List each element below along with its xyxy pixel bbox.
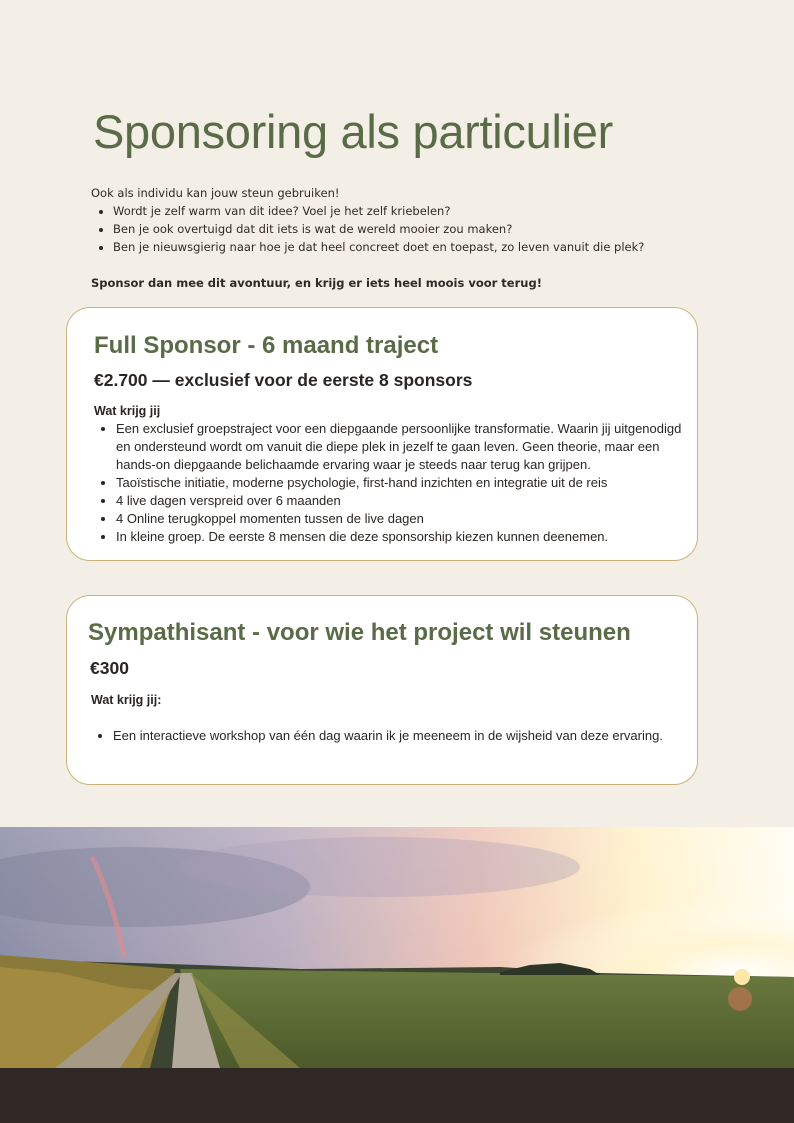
- full-sponsor-title: Full Sponsor - 6 maand traject: [94, 332, 439, 359]
- list-item: • 4 live dagen verspreid over 6 maanden: [116, 492, 696, 510]
- list-item: • Taoïstische initiatie, moderne psychologie, first-hand inzichten en integratie uit de reis: [116, 474, 696, 492]
- list-item: • In kleine groep. De eerste 8 mensen die deze sponsorship kiezen kunnen deenemen.: [116, 528, 696, 546]
- page-title: Sponsoring als particulier: [93, 105, 613, 158]
- full-sponsor-benefits-label: Wat krijg jij: [94, 404, 161, 418]
- sunset-landscape-photo: [0, 827, 794, 1068]
- sympathisant-benefits-list: [91, 727, 703, 745]
- sympathisant-benefits-label: Wat krijg jij:: [91, 693, 162, 707]
- full-sponsor-card: [66, 307, 698, 561]
- list-item: • Een exclusief groepstraject voor een diepgaande persoonlijke transformatie. Waarin jij uitgenodigd en ondersteund wordt om vanuit die diepe plek in jezelf te gaan leven. Geen theorie, maar een hands-on diepgaande belichaamde ervaring waar je steeds naar terug kan grijpen.: [116, 420, 696, 474]
- intro-section: [91, 184, 731, 292]
- list-item: • Wordt je zelf warm van dit idee? Voel je het zelf kriebelen?: [113, 202, 731, 220]
- full-sponsor-benefits-list: [94, 420, 696, 546]
- list-item: • 4 Online terugkoppel momenten tussen de live dagen: [116, 510, 696, 528]
- sympathisant-price: €300: [90, 658, 129, 678]
- sympathisant-card: [66, 595, 698, 785]
- sponsor-call-to-action: Sponsor dan mee dit avontuur, en krijg er iets heel moois voor terug!: [91, 276, 542, 290]
- intro-lead: Ook als individu kan jouw steun gebruiken!: [91, 186, 340, 200]
- list-item: • Ben je ook overtuigd dat dit iets is wat de wereld mooier zou maken?: [113, 220, 731, 238]
- list-item: • Ben je nieuwsgierig naar hoe je dat heel concreet doet en toepast, zo leven vanuit die plek?: [113, 238, 731, 256]
- sympathisant-title: Sympathisant - voor wie het project wil steunen: [88, 619, 631, 646]
- full-sponsor-price: €2.700 — exclusief voor de eerste 8 sponsors: [94, 370, 473, 390]
- footer-bar: [0, 1068, 794, 1123]
- list-item: • Een interactieve workshop van één dag waarin ik je meeneem in de wijsheid van deze ervaring.: [113, 727, 703, 745]
- intro-bullet-list: [91, 202, 731, 256]
